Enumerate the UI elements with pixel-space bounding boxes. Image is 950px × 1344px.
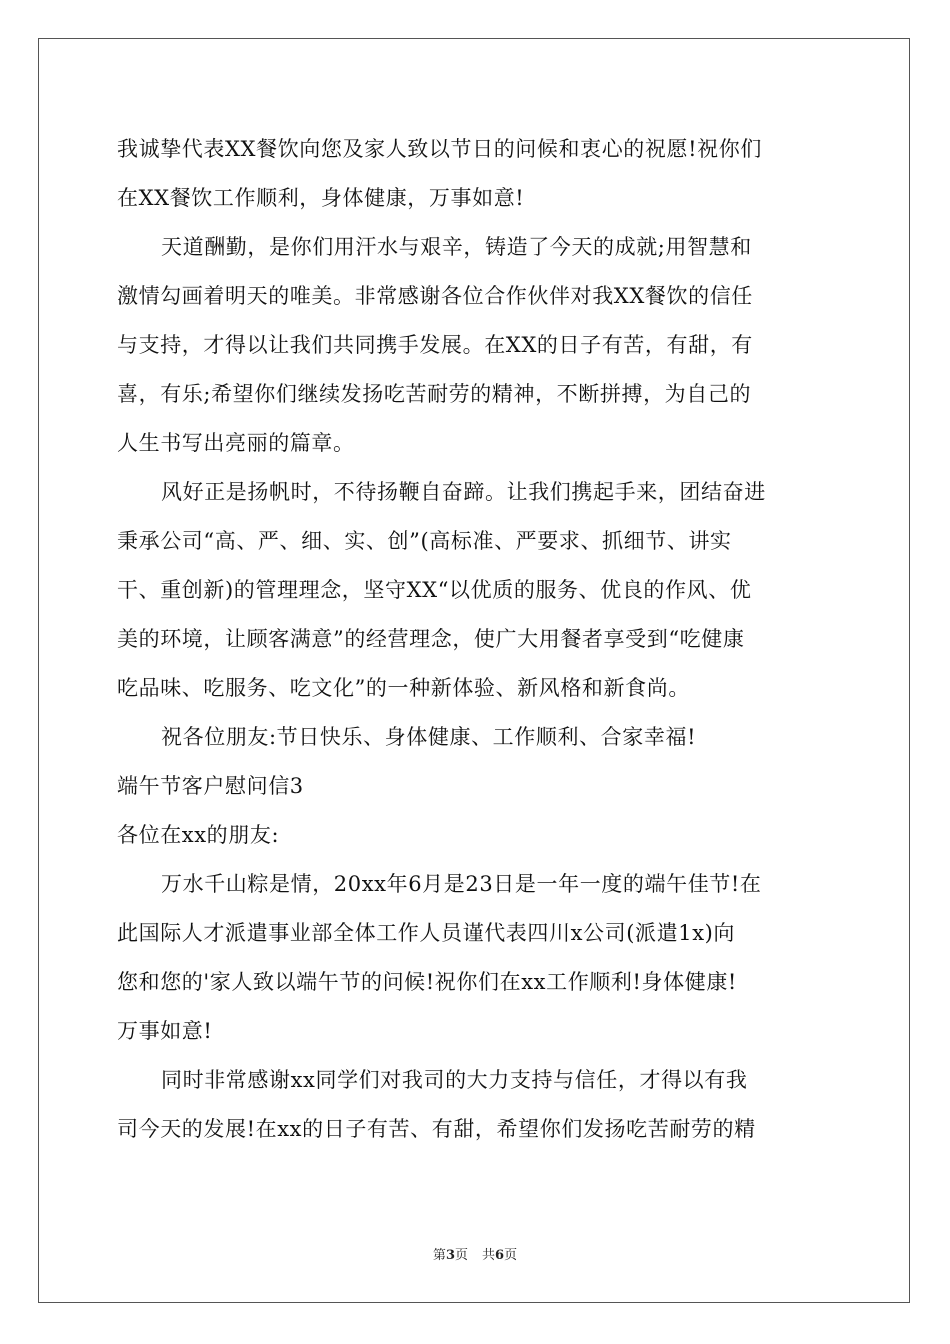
text-line: 喜，有乐;希望你们继续发扬吃苦耐劳的精神，不断拼搏，为自己的 [117,382,752,406]
text-line: 激情勾画着明天的唯美。非常感谢各位合作伙伴对我XX餐饮的信任 [117,284,753,308]
text-line: 风好正是扬帆时，不待扬鞭自奋蹄。让我们携起手来，团结奋进 [161,480,766,504]
text-line: 美的环境，让顾客满意”的经营理念，使广大用餐者享受到“吃健康 [117,627,745,651]
page-number: 3 [445,1248,455,1263]
document-body [117,125,837,1154]
total-pages: 6 [495,1248,505,1263]
total-prefix: 共 [482,1248,496,1263]
text-line: 万水千山粽是情，20xx年6月是23日是一年一度的端午佳节!在 [161,872,762,896]
page-footer [0,1244,950,1263]
text-line: 同时非常感谢xx同学们对我司的大力支持与信任，才得以有我 [161,1068,748,1092]
total-suffix: 页 [504,1248,518,1263]
text-line: 人生书写出亮丽的篇章。 [117,431,355,455]
text-line: 您和您的'家人致以端午节的问候!祝你们在xx工作顺利!身体健康! [117,970,737,994]
text-line: 司今天的发展!在xx的日子有苦、有甜，希望你们发扬吃苦耐劳的精 [117,1117,756,1141]
text-line: 祝各位朋友:节日快乐、身体健康、工作顺利、合家幸福! [161,725,697,749]
text-line: 与支持，才得以让我们共同携手发展。在XX的日子有苦，有甜，有 [117,333,753,357]
text-line: 吃品味、吃服务、吃文化”的一种新体验、新风格和新食尚。 [117,676,690,700]
text-line: 天道酬勤，是你们用汗水与艰辛，铸造了今天的成就;用智慧和 [161,235,752,259]
page-suffix: 页 [454,1248,468,1263]
text-line: 万事如意! [117,1019,213,1043]
section-heading: 端午节客户慰问信3 [117,774,304,798]
salutation: 各位在xx的朋友: [117,823,280,847]
text-line: 干、重创新)的管理理念，坚守XX“以优质的服务、优良的作风、优 [117,578,752,602]
page-prefix: 第 [432,1248,446,1263]
text-line: 秉承公司“高、严、细、实、创”(高标准、严要求、抓细节、讲实 [117,529,732,553]
text-line: 此国际人才派遣事业部全体工作人员谨代表四川x公司(派遣1x)向 [117,921,736,945]
text-line: 在XX餐饮工作顺利，身体健康，万事如意! [117,186,525,210]
text-line: 我诚挚代表XX餐饮向您及家人致以节日的问候和衷心的祝愿!祝你们 [117,137,762,161]
